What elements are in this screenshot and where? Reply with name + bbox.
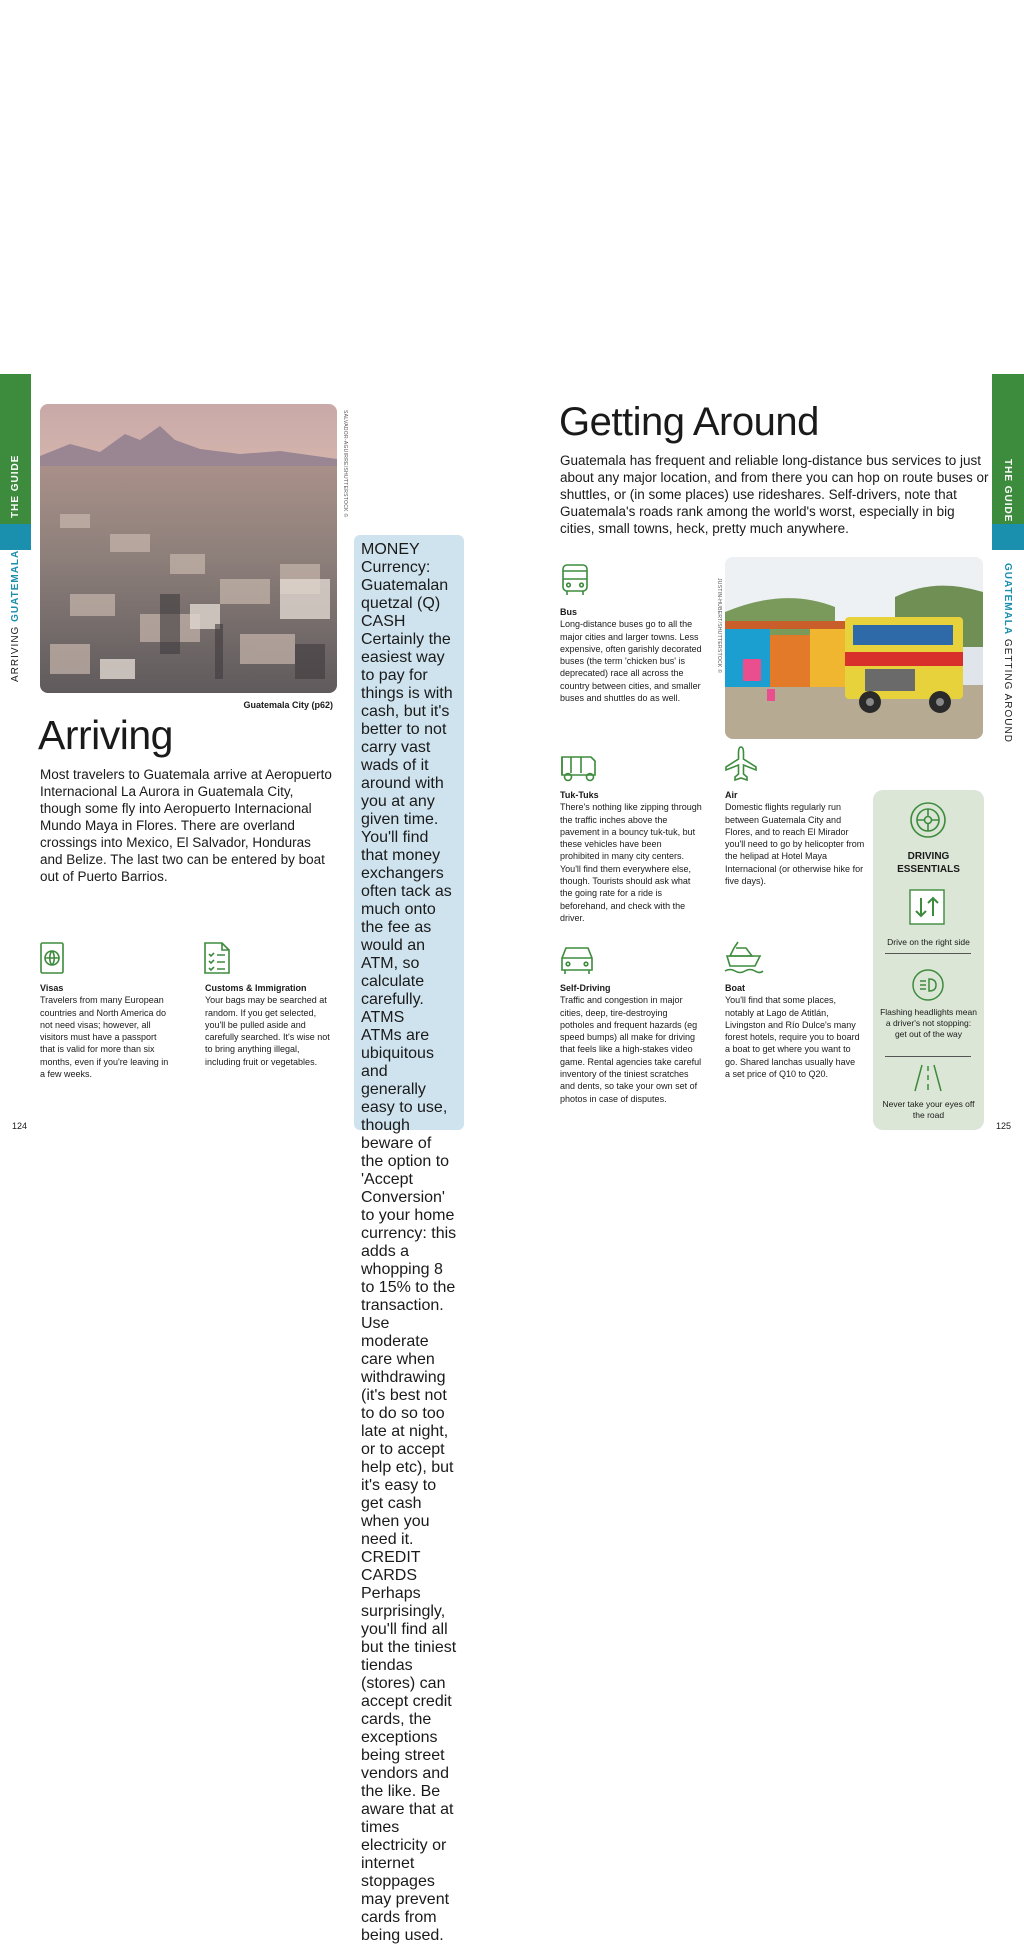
keep-right-arrows-icon bbox=[909, 889, 945, 925]
left-page-number: 124 bbox=[12, 1121, 28, 1131]
headlights-icon bbox=[912, 969, 944, 1001]
bus-text: Long-distance buses go to all the major cities and larger towns. Less expensive, often garishly decorated buses (the term 'chicken bus' is deprecated) race all across the country between cities, and smaller buses and shuttles do as well. bbox=[560, 619, 702, 704]
visas-block bbox=[40, 982, 170, 1080]
getting-around-title: Getting Around bbox=[559, 400, 819, 444]
tuk-tuks-title: Tuk-Tuks bbox=[560, 790, 599, 800]
air-title: Air bbox=[725, 790, 738, 800]
boat-text: You'll find that some places, notably at Lago de Atitlán, Livingston and Río Dulce's many forest hotels, require you to board a boat to get where you want to go. Shared lanchas usually have a set price of Q10 to Q20. bbox=[725, 995, 860, 1080]
self-driving-text: Traffic and congestion in major cities, deep, tire-destroying potholes and frequent hazards (eg speed bumps) all make for driving that feels like a high-stakes video game. Rental agencies take careful inventory of the tiniest scratches and dents, so take your own set of photos in case of disputes. bbox=[560, 995, 702, 1104]
right-section-label: GUATEMALA GETTING AROUND bbox=[1002, 563, 1013, 743]
cash-text: Certainly the easiest way to pay for things is with cash, but it's better to not carry vast wads of it around with you at any given time. You'll find that money exchangers often tack as much onto the fee as would an ATM, so calculate carefully. bbox=[361, 631, 453, 1008]
air-text: Domestic flights regularly run between Guatemala City and Flores, and to reach El Mirador you'll need to go by helicopter from the helipad at Hotel Maya Internacional (or otherwise hike for five days). bbox=[725, 802, 865, 887]
tuk-tuk-icon bbox=[559, 753, 599, 783]
bus-title: Bus bbox=[560, 607, 578, 617]
left-photo-credit: SALVADOR-AGUIRRE/SHUTTERSTOCK © bbox=[342, 410, 348, 518]
atms-heading: ATMS bbox=[361, 1009, 405, 1026]
essentials-divider-1 bbox=[885, 953, 971, 954]
credit-cards-heading: CREDIT CARDS bbox=[361, 1549, 421, 1584]
boat-block bbox=[725, 982, 861, 1080]
right-section-tab bbox=[992, 524, 1024, 550]
car-icon bbox=[558, 944, 596, 976]
money-currency: Currency: Guatemalan quetzal (Q) bbox=[361, 559, 449, 612]
cash-heading: CASH bbox=[361, 613, 406, 630]
left-guide-tab-label: THE GUIDE bbox=[10, 454, 21, 518]
essential-item-eyes-on-road: Never take your eyes off the road bbox=[882, 1099, 975, 1120]
customs-text: Your bags may be searched at random. If you get selected, you'll be pulled aside and carefully searched. It's wise not to bring anything illegal, including fruit or vegetables. bbox=[205, 995, 330, 1067]
air-block bbox=[725, 789, 865, 887]
visas-text: Travelers from many European countries and North America do not need visas; however, all visitors must have a passport that is valid for more than six months, even if you're leaving in a few weeks. bbox=[40, 995, 169, 1080]
money-content bbox=[361, 541, 457, 1945]
plane-icon bbox=[724, 745, 758, 783]
right-photo-credit: JUSTIN-HUBERT/SHUTTERSTOCK © bbox=[716, 578, 722, 674]
customs-title: Customs & Immigration bbox=[205, 983, 307, 993]
arriving-title: Arriving bbox=[38, 712, 173, 758]
self-driving-block bbox=[560, 982, 702, 1105]
right-page-number: 125 bbox=[996, 1121, 1012, 1131]
boat-icon bbox=[724, 940, 764, 976]
road-icon bbox=[913, 1063, 943, 1093]
passport-icon bbox=[40, 942, 64, 974]
visas-title: Visas bbox=[40, 983, 64, 993]
getting-around-intro: Guatemala has frequent and reliable long-distance bus services to just about any major location, and from there you can hop on route buses or shuttles, or (in some places) use rideshares. Self-drivers, note that Guatemala's roads rank among the world's worst, especially in big cities, small towns, heck, pretty much anywhere. bbox=[560, 453, 989, 536]
right-guide-tab-label: THE GUIDE bbox=[1002, 459, 1013, 523]
customs-block bbox=[205, 982, 333, 1068]
left-section-tab bbox=[0, 524, 31, 550]
steering-wheel-icon bbox=[909, 801, 947, 839]
left-photo-caption: Guatemala City (p62) bbox=[243, 700, 333, 710]
guatemala-city-photo bbox=[40, 404, 337, 693]
atms-text: ATMs are ubiquitous and generally easy to use, though beware of the option to 'Accept Conversion' to your home currency: this adds a whopping 8 to 15% to the transaction. Use moderate care when withdrawing (it's best not to do so too late at night, or to accept help etc), but it's easy to get cash when you need it. bbox=[361, 1027, 457, 1548]
arriving-intro: Most travelers to Guatemala arrive at Aeropuerto Internacional La Aurora in Guatemala City, though some fly into Aeropuerto Internacional Mundo Maya in Flores. There are overland crossings into Mexico, El Salvador, Honduras and Belize. The last two can be entered by boat out of Puerto Barrios. bbox=[40, 767, 332, 884]
bus-icon bbox=[560, 563, 590, 597]
essential-item-headlights: Flashing headlights mean a driver's not stopping: get out of the way bbox=[880, 1007, 977, 1039]
checklist-icon bbox=[204, 942, 230, 974]
essential-item-drive-right: Drive on the right side bbox=[887, 937, 970, 947]
essentials-divider-2 bbox=[885, 1056, 971, 1057]
chicken-bus-photo bbox=[725, 557, 983, 739]
credit-cards-text: Perhaps surprisingly, you'll find all but the tiniest tiendas (stores) can accept credit cards, the exceptions being street vendors and the like. Be aware that at times electricity or internet stoppages may prevent cards from being used. bbox=[361, 1585, 457, 1944]
bus-block bbox=[560, 606, 702, 704]
boat-title: Boat bbox=[725, 983, 745, 993]
tuk-tuks-text: There's nothing like zipping through the traffic inches above the pavement in a bouncy tuk-tuk, but these vehicles have been prohibited in many city centers. You'll find them everywhere else, though. Tourists should ask what the going rate for a ride is beforehand, and check with the driver. bbox=[560, 802, 702, 923]
tuk-tuks-block bbox=[560, 789, 702, 924]
essentials-title: DRIVING ESSENTIALS bbox=[897, 851, 960, 875]
left-section-label: ARRIVING GUATEMALA bbox=[10, 549, 21, 682]
self-driving-title: Self-Driving bbox=[560, 983, 611, 993]
money-title: MONEY bbox=[361, 541, 420, 558]
